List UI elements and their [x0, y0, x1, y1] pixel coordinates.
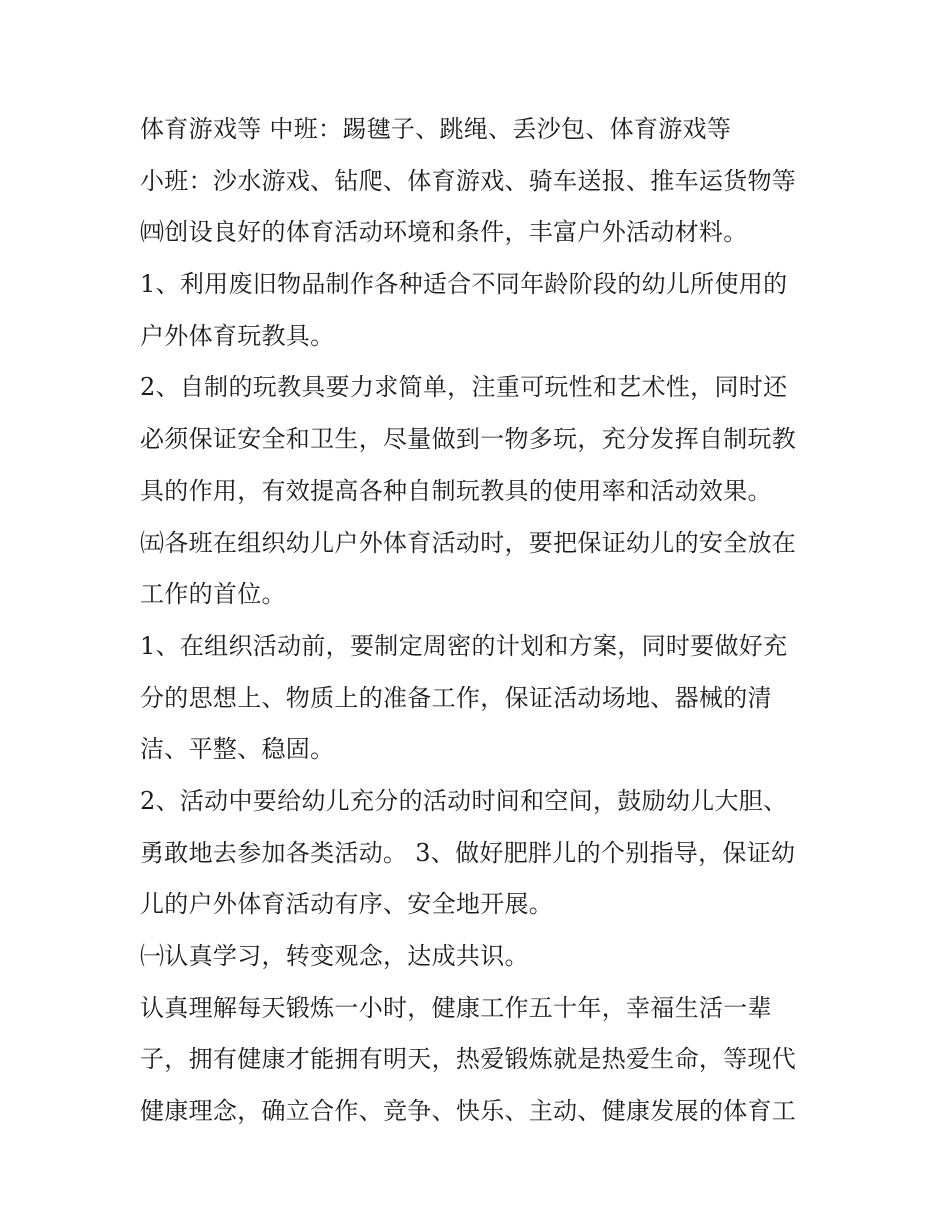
- text-line: 必须保证安全和卫生，尽量做到一物多玩，充分发挥自制玩教: [140, 425, 797, 454]
- text-line: 体育游戏等 中班：踢毽子、跳绳、丢沙包、体育游戏等: [140, 115, 732, 143]
- text-line: 2、活动中要给幼儿充分的活动时间和空间，鼓励幼儿大胆、: [140, 786, 788, 815]
- text-line: 户外体育玩教具。: [140, 321, 335, 350]
- text-line: 小班：沙水游戏、钻爬、体育游戏、骑车送报、推车运货物等: [140, 166, 797, 195]
- text-line: 工作的首位。: [140, 580, 286, 609]
- text-line: 子，拥有健康才能拥有明天，热爱锻炼就是热爱生命，等现代: [140, 1045, 797, 1074]
- text-line: ㈠认真学习，转变观念，达成共识。: [140, 942, 529, 970]
- text-line: ㈤各班在组织幼儿户外体育活动时，要把保证幼儿的安全放在: [140, 528, 797, 557]
- text-line: 勇敢地去参加各类活动。 3、做好肥胖儿的个别指导，保证幼: [140, 838, 796, 867]
- text-line: ㈣创设良好的体育活动环境和条件，丰富户外活动材料。: [140, 218, 748, 247]
- text-line: 认真理解每天锻炼一小时，健康工作五十年，幸福生活一辈: [140, 993, 772, 1022]
- text-line: 1、在组织活动前，要制定周密的计划和方案，同时要做好充: [140, 631, 788, 660]
- text-line: 具的作用，有效提高各种自制玩教具的使用率和活动效果。: [140, 476, 772, 505]
- text-line: 健康理念，确立合作、竞争、快乐、主动、健康发展的体育工: [140, 1097, 797, 1126]
- document-body: [140, 104, 820, 1138]
- text-line: 分的思想上、物质上的准备工作，保证活动场地、器械的清: [140, 683, 772, 712]
- text-line: 2、自制的玩教具要力求简单，注重可玩性和艺术性，同时还: [140, 373, 788, 402]
- text-line: 洁、平整、稳固。: [140, 735, 335, 764]
- text-line: 儿的户外体育活动有序、安全地开展。: [140, 890, 554, 919]
- text-line: 1、利用废旧物品制作各种适合不同年龄阶段的幼儿所使用的: [140, 270, 788, 299]
